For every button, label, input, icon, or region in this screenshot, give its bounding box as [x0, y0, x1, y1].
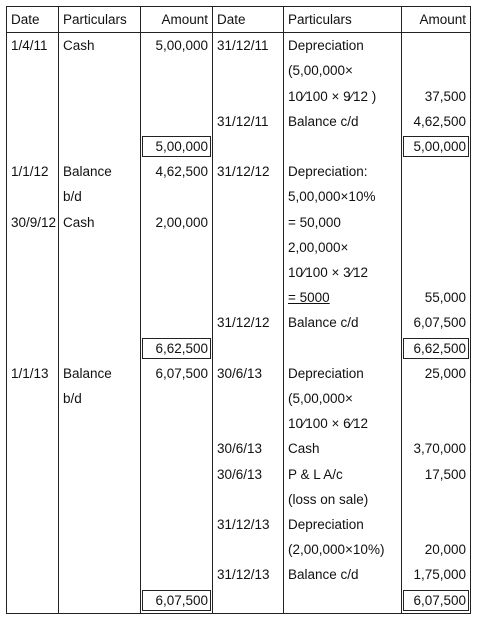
particulars-debit-cell: [59, 537, 141, 562]
particulars-credit-cell: [284, 336, 402, 361]
date-credit-cell: [213, 109, 284, 134]
table-row: [7, 184, 471, 209]
date-credit-cell: [213, 462, 284, 487]
date-credit-cell: [213, 33, 284, 59]
date-credit-cell: [213, 588, 284, 614]
amount-debit: 4,62,500: [155, 164, 208, 180]
total-row: [7, 134, 471, 159]
header-date-debit: Date: [7, 7, 59, 33]
particulars-debit-cell: [59, 310, 141, 335]
particulars-debit-cell: [59, 285, 141, 310]
date-debit-cell: [7, 33, 59, 59]
date-debit-cell: [7, 260, 59, 285]
particulars-credit-cell: [284, 109, 402, 134]
table-row: [7, 84, 471, 109]
date-credit-cell: [213, 512, 284, 537]
table-row: [7, 33, 471, 59]
particulars-credit-cell: [284, 58, 402, 83]
particulars-debit-cell: [59, 184, 141, 209]
particulars-debit-cell: [59, 210, 141, 235]
date-credit: 30/6/13: [217, 441, 263, 457]
date-debit: 30/9/12: [11, 214, 57, 230]
particulars-credit-cell: [284, 33, 402, 59]
date-debit-cell: [7, 562, 59, 587]
date-debit-cell: [7, 210, 59, 235]
date-debit: 1/1/13: [11, 365, 49, 381]
date-credit-cell: [213, 58, 284, 83]
date-debit-cell: [7, 386, 59, 411]
particulars-credit-cell: [284, 588, 402, 614]
amount-credit-cell: [402, 588, 471, 614]
date-credit-cell: [213, 386, 284, 411]
amount-debit-cell: [141, 58, 213, 83]
amount-credit: 4,62,500: [413, 113, 466, 129]
amount-debit: 5,00,000: [155, 38, 208, 54]
amount-credit: 6,62,500: [403, 338, 469, 359]
amount-credit-cell: [402, 462, 471, 487]
particulars-credit: Depreciation: [288, 517, 364, 533]
date-credit-cell: [213, 487, 284, 512]
header-particulars-credit: Particulars: [284, 7, 402, 33]
date-credit: 31/12/11: [217, 113, 269, 129]
date-credit-cell: [213, 210, 284, 235]
date-debit-cell: [7, 84, 59, 109]
particulars-debit-cell: [59, 512, 141, 537]
amount-credit-cell: [402, 386, 471, 411]
amount-credit: 1,75,000: [413, 567, 466, 583]
date-credit-cell: [213, 361, 284, 386]
amount-credit-cell: [402, 487, 471, 512]
particulars-debit: b/d: [63, 189, 82, 205]
particulars-credit: (2,00,000×10%): [288, 542, 385, 558]
date-credit-cell: [213, 184, 284, 209]
amount-credit-cell: [402, 159, 471, 184]
amount-debit-cell: [141, 562, 213, 587]
amount-debit-cell: [141, 537, 213, 562]
amount-credit: 55,000: [424, 290, 466, 306]
date-credit-cell: [213, 336, 284, 361]
date-debit-cell: [7, 159, 59, 184]
amount-debit-cell: [141, 184, 213, 209]
amount-credit: 6,07,500: [403, 590, 469, 611]
amount-credit-cell: [402, 361, 471, 386]
amount-credit-cell: [402, 109, 471, 134]
date-credit-cell: [213, 537, 284, 562]
date-credit: 31/12/13: [217, 517, 270, 533]
amount-debit-cell: [141, 235, 213, 260]
particulars-debit-cell: [59, 109, 141, 134]
particulars-debit: Balance: [63, 365, 112, 381]
amount-credit-cell: [402, 210, 471, 235]
table-row: [7, 310, 471, 335]
table-row: [7, 436, 471, 461]
amount-credit: 25,000: [424, 365, 466, 381]
particulars-debit: Cash: [63, 38, 95, 54]
date-credit: 31/12/11: [217, 38, 269, 54]
particulars-debit-cell: [59, 562, 141, 587]
date-credit-cell: [213, 235, 284, 260]
date-credit: 30/6/13: [217, 466, 263, 482]
particulars-credit: = 5000: [288, 290, 330, 306]
date-debit-cell: [7, 235, 59, 260]
particulars-debit-cell: [59, 235, 141, 260]
date-debit-cell: [7, 411, 59, 436]
table-row: [7, 462, 471, 487]
particulars-credit-cell: [284, 210, 402, 235]
amount-debit-cell: [141, 285, 213, 310]
total-row: [7, 588, 471, 614]
date-debit-cell: [7, 336, 59, 361]
particulars-credit: 5,00,000×10%: [288, 189, 376, 205]
particulars-credit: 2,00,000×: [288, 239, 349, 255]
table-row: [7, 361, 471, 386]
amount-credit-cell: [402, 562, 471, 587]
table-row: [7, 210, 471, 235]
amount-credit: 6,07,500: [413, 315, 466, 331]
date-debit-cell: [7, 285, 59, 310]
particulars-credit-cell: [284, 512, 402, 537]
particulars-debit: b/d: [63, 391, 82, 407]
amount-credit-cell: [402, 436, 471, 461]
particulars-credit-cell: [284, 260, 402, 285]
date-credit: 30/6/13: [217, 365, 263, 381]
table-row: [7, 512, 471, 537]
amount-debit: 6,62,500: [142, 338, 211, 359]
ledger-body: [7, 33, 471, 614]
date-credit-cell: [213, 562, 284, 587]
date-debit-cell: [7, 184, 59, 209]
particulars-credit-cell: [284, 134, 402, 159]
amount-credit: 17,500: [424, 466, 466, 482]
date-debit-cell: [7, 58, 59, 83]
particulars-credit-cell: [284, 235, 402, 260]
amount-debit-cell: [141, 134, 213, 159]
particulars-credit-cell: [284, 310, 402, 335]
amount-credit-cell: [402, 537, 471, 562]
particulars-debit: Cash: [63, 214, 95, 230]
amount-credit: 20,000: [424, 542, 466, 558]
particulars-credit: 10⁄100 × 9⁄12 ): [288, 88, 377, 104]
date-debit: 1/4/11: [11, 38, 48, 54]
amount-debit: 5,00,000: [142, 136, 211, 157]
date-debit-cell: [7, 134, 59, 159]
date-debit-cell: [7, 361, 59, 386]
particulars-credit: Balance c/d: [288, 113, 359, 129]
amount-debit-cell: [141, 210, 213, 235]
particulars-credit-cell: [284, 386, 402, 411]
particulars-credit: (5,00,000×: [288, 63, 353, 79]
date-debit-cell: [7, 462, 59, 487]
table-row: [7, 235, 471, 260]
particulars-credit: Balance c/d: [288, 567, 359, 583]
header-particulars-debit: Particulars: [59, 7, 141, 33]
table-row: [7, 411, 471, 436]
amount-debit-cell: [141, 84, 213, 109]
date-debit-cell: [7, 109, 59, 134]
particulars-credit: 10⁄100 × 6⁄12: [288, 416, 368, 432]
particulars-credit-cell: [284, 361, 402, 386]
particulars-credit: (loss on sale): [288, 491, 369, 507]
particulars-debit-cell: [59, 436, 141, 461]
particulars-credit-cell: [284, 84, 402, 109]
amount-debit-cell: [141, 159, 213, 184]
amount-debit-cell: [141, 462, 213, 487]
amount-debit-cell: [141, 361, 213, 386]
date-debit-cell: [7, 512, 59, 537]
amount-debit-cell: [141, 411, 213, 436]
amount-debit-cell: [141, 336, 213, 361]
amount-debit: 2,00,000: [155, 214, 208, 230]
amount-credit-cell: [402, 235, 471, 260]
date-credit-cell: [213, 134, 284, 159]
amount-credit-cell: [402, 33, 471, 59]
particulars-debit-cell: [59, 411, 141, 436]
amount-credit: 37,500: [424, 88, 466, 104]
date-credit: 31/12/13: [217, 567, 270, 583]
particulars-credit: Depreciation:: [288, 164, 368, 180]
amount-credit-cell: [402, 310, 471, 335]
particulars-debit-cell: [59, 361, 141, 386]
particulars-credit: P & L A/c: [288, 466, 343, 482]
particulars-debit-cell: [59, 159, 141, 184]
amount-credit-cell: [402, 512, 471, 537]
date-debit-cell: [7, 487, 59, 512]
amount-credit-cell: [402, 411, 471, 436]
particulars-credit-cell: [284, 462, 402, 487]
particulars-debit-cell: [59, 33, 141, 59]
particulars-credit: Cash: [288, 441, 320, 457]
particulars-credit-cell: [284, 537, 402, 562]
particulars-credit: 10⁄100 × 3⁄12: [288, 265, 368, 281]
header-date-credit: Date: [213, 7, 284, 33]
amount-credit-cell: [402, 184, 471, 209]
table-row: [7, 487, 471, 512]
particulars-credit-cell: [284, 285, 402, 310]
particulars-debit-cell: [59, 386, 141, 411]
amount-debit: 6,07,500: [142, 590, 211, 611]
date-debit-cell: [7, 588, 59, 614]
date-credit-cell: [213, 285, 284, 310]
particulars-credit-cell: [284, 411, 402, 436]
particulars-debit-cell: [59, 84, 141, 109]
date-credit-cell: [213, 411, 284, 436]
amount-debit-cell: [141, 260, 213, 285]
amount-debit-cell: [141, 487, 213, 512]
amount-credit: 3,70,000: [413, 441, 466, 457]
table-row: [7, 260, 471, 285]
particulars-credit: Depreciation: [288, 365, 364, 381]
particulars-credit-cell: [284, 562, 402, 587]
table-row: [7, 159, 471, 184]
date-credit: 31/12/12: [217, 315, 270, 331]
table-row: [7, 562, 471, 587]
amount-debit-cell: [141, 588, 213, 614]
amount-credit-cell: [402, 134, 471, 159]
particulars-debit-cell: [59, 462, 141, 487]
particulars-debit-cell: [59, 588, 141, 614]
amount-debit-cell: [141, 512, 213, 537]
particulars-credit-cell: [284, 184, 402, 209]
amount-debit-cell: [141, 436, 213, 461]
amount-debit-cell: [141, 109, 213, 134]
date-credit-cell: [213, 84, 284, 109]
particulars-credit: Balance c/d: [288, 315, 359, 331]
amount-credit-cell: [402, 285, 471, 310]
particulars-debit-cell: [59, 58, 141, 83]
table-row: [7, 537, 471, 562]
date-debit-cell: [7, 310, 59, 335]
amount-credit-cell: [402, 84, 471, 109]
date-credit-cell: [213, 159, 284, 184]
amount-credit-cell: [402, 260, 471, 285]
particulars-debit: Balance: [63, 164, 112, 180]
particulars-credit: = 50,000: [288, 214, 341, 230]
total-row: [7, 336, 471, 361]
table-row: [7, 386, 471, 411]
date-debit-cell: [7, 537, 59, 562]
particulars-debit-cell: [59, 134, 141, 159]
header-row: [7, 7, 471, 33]
amount-credit-cell: [402, 336, 471, 361]
table-row: [7, 58, 471, 83]
particulars-debit-cell: [59, 260, 141, 285]
amount-debit-cell: [141, 310, 213, 335]
amount-credit: 5,00,000: [403, 136, 469, 157]
particulars-credit: (5,00,000×: [288, 391, 353, 407]
date-credit-cell: [213, 260, 284, 285]
header-amount-credit: Amount: [402, 7, 471, 33]
amount-credit-cell: [402, 58, 471, 83]
amount-debit: 6,07,500: [155, 365, 208, 381]
date-debit: 1/1/12: [11, 164, 49, 180]
date-credit: 31/12/12: [217, 164, 270, 180]
particulars-debit-cell: [59, 487, 141, 512]
particulars-debit-cell: [59, 336, 141, 361]
amount-debit-cell: [141, 386, 213, 411]
amount-debit-cell: [141, 33, 213, 59]
date-credit-cell: [213, 310, 284, 335]
particulars-credit-cell: [284, 487, 402, 512]
date-credit-cell: [213, 436, 284, 461]
ledger-table: [6, 6, 471, 614]
particulars-credit-cell: [284, 436, 402, 461]
particulars-credit: Depreciation: [288, 38, 364, 54]
header-amount-debit: Amount: [141, 7, 213, 33]
date-debit-cell: [7, 436, 59, 461]
table-row: [7, 285, 471, 310]
particulars-credit-cell: [284, 159, 402, 184]
table-row: [7, 109, 471, 134]
